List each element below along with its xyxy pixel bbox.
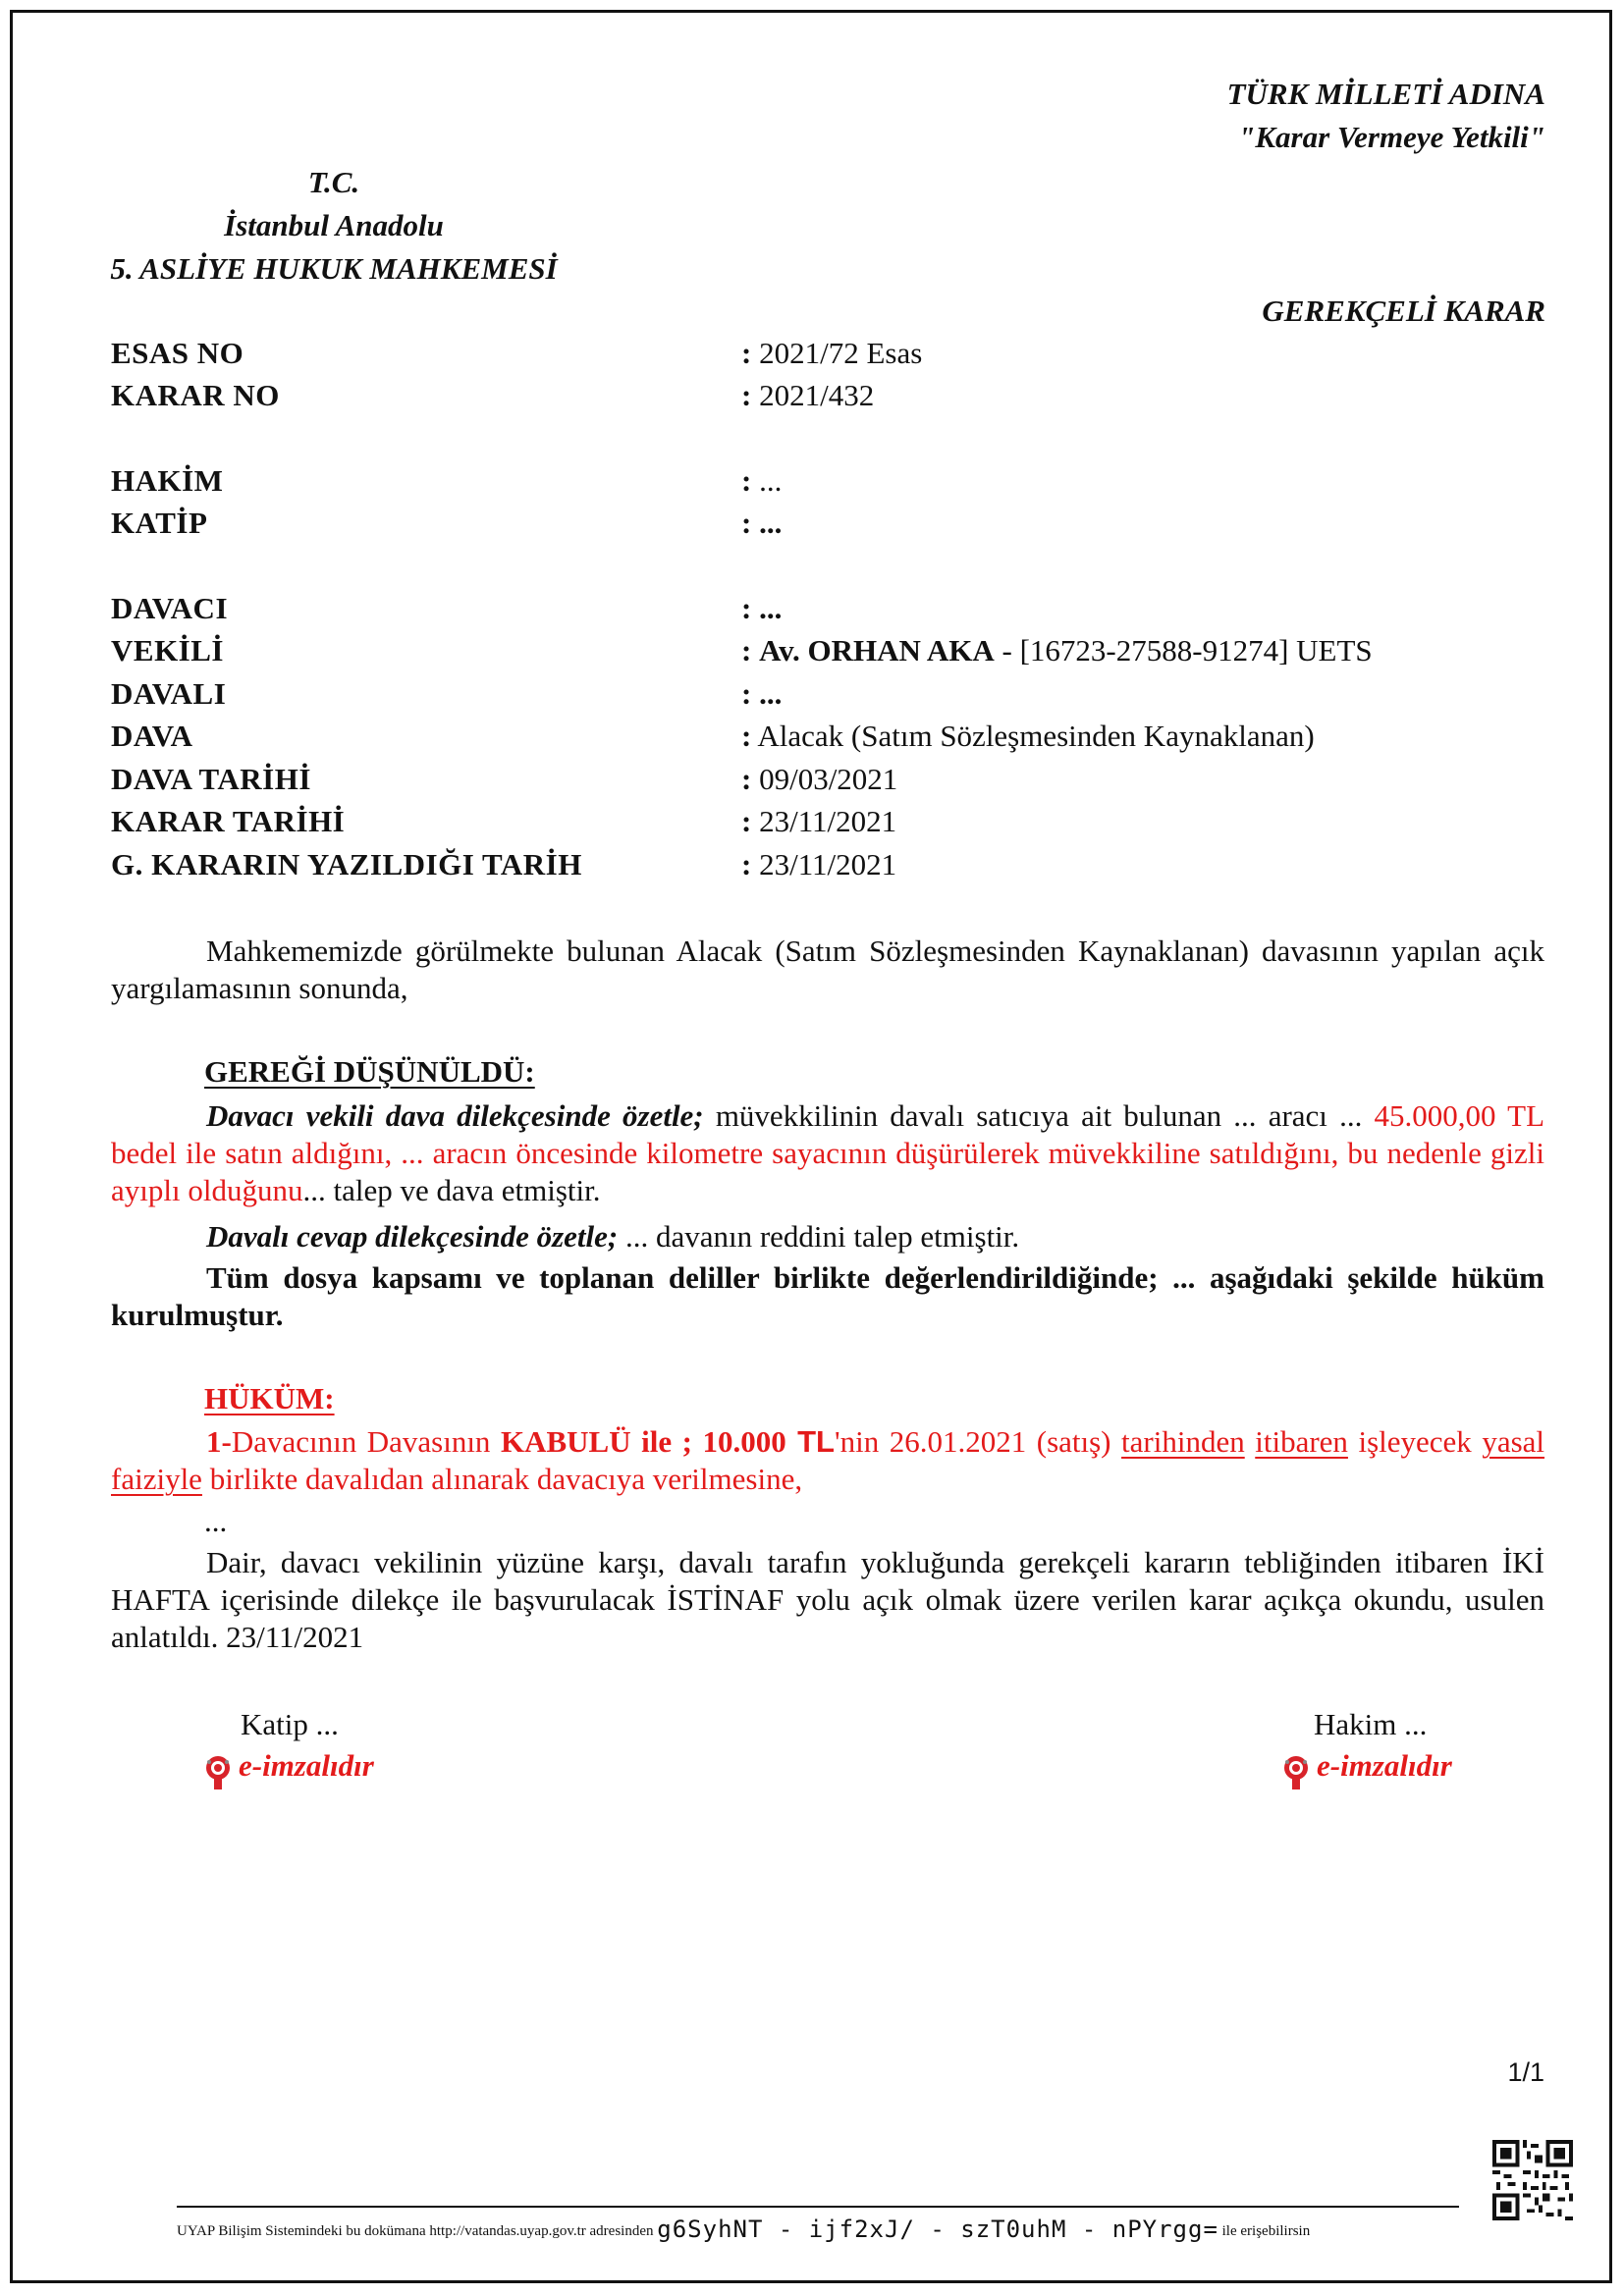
esign-label: e-imzalıdır [239, 1748, 374, 1783]
closing-paragraph: Dair, davacı vekilinin yüzüne karşı, davalı tarafın yokluğunda gerekçeli kararın tebliğinden itibaren İKİ HAFTA içerisinde dilekçe ile başvurulacak İSTİNAF yolu açık olmak üzere verilen karar açıkça okundu, usulen anlatıldı. 23/11/2021 [111, 1545, 1544, 1654]
page-number: 1/1 [1507, 2057, 1544, 2087]
hakim-signature-label: Hakim ... [1314, 1707, 1428, 1741]
dava-value: : Alacak (Satım Sözleşmesinden Kaynaklanan) [741, 719, 1315, 753]
yazildigi-tarih-value: : 23/11/2021 [741, 847, 897, 881]
davaci-summary: Davacı vekili dava dilekçesinde özetle; müvekkilinin davalı satıcıya ait bulunan ... aracı ... 45.000,00 TL bedel ile satın aldığını, ... aracın öncesinde kilometre sayacının düşürülerek müvekkiline satıldığını, bu nedenle gizli ayıplı olduğunu... talep ve dava etmiştir. [111, 1098, 1544, 1207]
court-name: 5. ASLİYE HUKUK MAHKEMESİ [110, 251, 558, 286]
vekili-label: VEKİLİ [111, 633, 224, 667]
katip-value: : ... [741, 506, 783, 540]
seal-icon [1279, 1752, 1313, 1791]
esas-value: : 2021/72 Esas [741, 336, 923, 370]
katip-signature-label: Katip ... [241, 1707, 339, 1741]
ellipsis-line: ... [204, 1504, 228, 1538]
document-type: GEREKÇELİ KARAR [1262, 294, 1545, 328]
access-code: g6SyhNT - ijf2xJ/ - szT0uhM - nPYrgg= [657, 2216, 1218, 2243]
yazildigi-tarih-label: G. KARARIN YAZILDIĞI TARİH [111, 847, 582, 881]
footer-uyap-note: UYAP Bilişim Sistemindeki bu dokümana http://vatandas.uyap.gov.tr adresinden g6SyhNT - ijf2xJ/ - szT0uhM - nPYrgg= ile erişebilirsin [177, 2216, 1311, 2243]
davali-label: DAVALI [111, 676, 227, 711]
davali-summary: Davalı cevap dilekçesinde özetle; ... davanın reddini talep etmiştir. [206, 1219, 1020, 1254]
davaci-label: DAVACI [111, 591, 229, 625]
court-tc: T.C. [307, 165, 360, 199]
court-city: İstanbul Anadolu [224, 208, 444, 242]
seal-icon [201, 1752, 235, 1791]
karar-value: : 2021/432 [741, 378, 875, 412]
geregi-heading: GEREĞİ DÜŞÜNÜLDÜ: [204, 1054, 535, 1089]
dava-label: DAVA [111, 719, 193, 753]
intro-paragraph: Mahkememizde görülmekte bulunan Alacak (Satım Sözleşmesinden Kaynaklanan) davasının yapılan açık yargılamasının sonunda, [111, 934, 1544, 1005]
esign-label: e-imzalıdır [1317, 1748, 1452, 1783]
footer-divider [177, 2206, 1459, 2208]
qr-code-icon [1492, 2140, 1573, 2220]
davaci-value: : ... [741, 591, 783, 625]
nation-line: TÜRK MİLLETİ ADINA [1226, 77, 1545, 111]
katip-esign [201, 1748, 374, 1791]
dava-tarihi-value: : 09/03/2021 [741, 762, 898, 796]
assessment-paragraph: Tüm dosya kapsamı ve toplanan deliller birlikte değerlendirildiğinde; ... aşağıdaki şekilde hüküm kurulmuştur. [111, 1260, 1544, 1332]
karar-tarihi-label: KARAR TARİHİ [111, 804, 346, 838]
hukum-item-1: 1-Davacının Davasının KABULÜ ile ; 10.000 TL'nin 26.01.2021 (satış) tarihinden itibaren işleyecek yasal faiziyle birlikte davalıdan alınarak davacıya verilmesine, [111, 1424, 1545, 1496]
authority-line: "Karar Vermeye Yetkili" [1238, 120, 1545, 154]
hukum-heading: HÜKÜM: [204, 1381, 335, 1415]
hakim-value: : ... [741, 463, 783, 498]
karar-tarihi-value: : 23/11/2021 [741, 804, 897, 838]
hakim-label: HAKİM [111, 463, 224, 498]
davali-value: : ... [741, 676, 783, 711]
dava-tarihi-label: DAVA TARİHİ [111, 762, 311, 796]
esas-label: ESAS NO [111, 336, 244, 370]
katip-label: KATİP [111, 506, 208, 540]
karar-label: KARAR NO [111, 378, 280, 412]
hakim-esign [1279, 1748, 1452, 1791]
vekili-value: : Av. ORHAN AKA - [16723-27588-91274] UETS [741, 633, 1373, 667]
